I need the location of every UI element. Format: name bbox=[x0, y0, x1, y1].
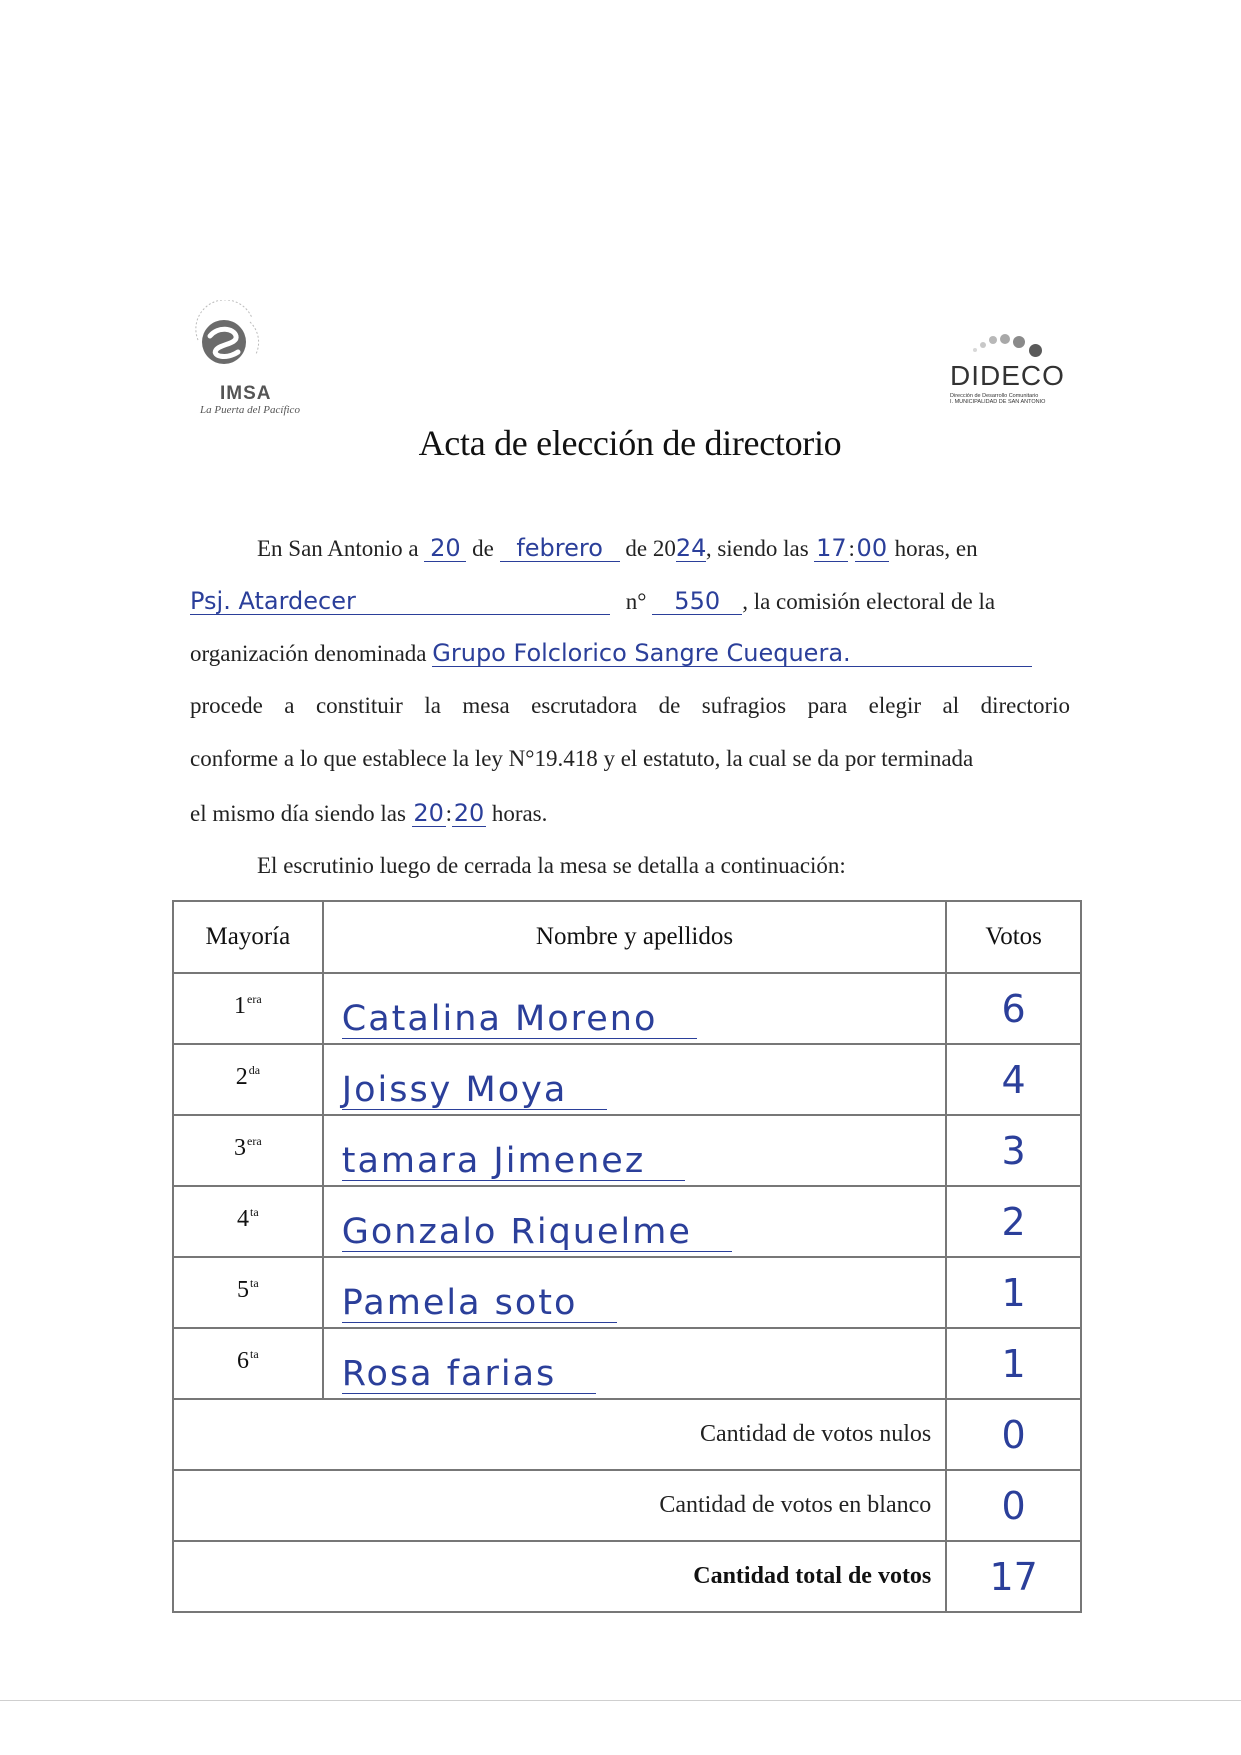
table-row bbox=[173, 1328, 1081, 1399]
table-row bbox=[173, 1186, 1081, 1257]
votes-cell: 1 bbox=[946, 1257, 1081, 1328]
summary-row-total bbox=[173, 1541, 1081, 1612]
imsa-logo-text: IMSA bbox=[220, 383, 272, 404]
paragraph-line-3: organización denominada Grupo Folclorico Sangre Cuequera. bbox=[190, 640, 1070, 667]
header-rank: Mayoría bbox=[173, 901, 323, 973]
page-title: Acta de elección de directorio bbox=[418, 423, 842, 463]
votes-cell: 3 bbox=[946, 1115, 1081, 1186]
table-row bbox=[173, 973, 1081, 1044]
votes-cell: 4 bbox=[946, 1044, 1081, 1115]
name-cell: Catalina Moreno bbox=[323, 973, 947, 1044]
votes-cell: 6 bbox=[946, 973, 1081, 1044]
null-votes-value: 0 bbox=[946, 1399, 1081, 1470]
table-row bbox=[173, 1257, 1081, 1328]
paragraph-line-2: Psj. Atardecer n° 550 , la comisión electoral de la bbox=[190, 587, 996, 615]
header-name: Nombre y apellidos bbox=[323, 901, 947, 973]
name-cell: Gonzalo Riquelme bbox=[323, 1186, 947, 1257]
blank-votes-label: Cantidad de votos en blanco bbox=[173, 1470, 946, 1541]
name-cell: tamara Jimenez bbox=[323, 1115, 947, 1186]
results-table bbox=[172, 900, 1082, 1613]
paragraph-line-7: El escrutinio luego de cerrada la mesa se detalla a continuación: bbox=[257, 853, 846, 878]
paragraph-line-6: el mismo día siendo las 20:20 horas. bbox=[190, 799, 548, 827]
rank-cell: $3^{era}$ bbox=[173, 1115, 323, 1186]
year-field: 24 bbox=[675, 534, 707, 562]
dideco-logo bbox=[945, 330, 1070, 410]
summary-row-blank bbox=[173, 1470, 1081, 1541]
dideco-wordmark: DIDECO bbox=[950, 360, 1065, 391]
rank-cell: $4^{ta}$ bbox=[173, 1186, 323, 1257]
blank-votes-value: 0 bbox=[946, 1470, 1081, 1541]
votes-cell: 1 bbox=[946, 1328, 1081, 1399]
name-cell: Rosa farias bbox=[323, 1328, 947, 1399]
header-votes: Votos bbox=[946, 901, 1081, 973]
scan-edge-divider bbox=[0, 1700, 1241, 1701]
imsa-emblem-icon bbox=[190, 300, 310, 390]
votes-cell: 2 bbox=[946, 1186, 1081, 1257]
paragraph-line-4: procede a constituir la mesa escrutadora de sufragios para elegir al directorio bbox=[190, 693, 1070, 718]
rank-cell: $1^{era}$ bbox=[173, 973, 323, 1044]
name-cell: Pamela soto bbox=[323, 1257, 947, 1328]
address-number-field: 550 bbox=[652, 588, 742, 615]
total-votes-label: Cantidad total de votos bbox=[173, 1541, 946, 1612]
total-votes-value: 17 bbox=[946, 1541, 1081, 1612]
rank-cell: $6^{ta}$ bbox=[173, 1328, 323, 1399]
start-minute-field: 00 bbox=[856, 534, 888, 562]
name-cell: Joissy Moya bbox=[323, 1044, 947, 1115]
table-row bbox=[173, 1044, 1081, 1115]
day-field: 20 bbox=[424, 535, 466, 562]
table-row bbox=[173, 1115, 1081, 1186]
table-header-row bbox=[173, 901, 1081, 973]
organization-field: Grupo Folclorico Sangre Cuequera. bbox=[432, 640, 1032, 667]
summary-row-null bbox=[173, 1399, 1081, 1470]
rank-cell: $5^{ta}$ bbox=[173, 1257, 323, 1328]
imsa-tagline: La Puerta del Pacífico bbox=[200, 404, 300, 416]
end-minute-field: 20 bbox=[453, 799, 485, 827]
month-field: febrero bbox=[500, 535, 620, 562]
paragraph-line-1: En San Antonio a 20 de febrero de 2024, siendo las 17:00 horas, en bbox=[257, 534, 978, 562]
start-hour-field: 17 bbox=[816, 534, 847, 562]
paragraph-line-5: conforme a lo que establece la ley N°19.418 y el estatuto, la cual se da por terminada bbox=[190, 746, 974, 771]
address-field: Psj. Atardecer bbox=[190, 588, 610, 615]
end-hour-field: 20 bbox=[413, 799, 444, 827]
null-votes-label: Cantidad de votos nulos bbox=[173, 1399, 946, 1470]
rank-cell: $2^{da}$ bbox=[173, 1044, 323, 1115]
dideco-subtitle: Dirección de Desarrollo Comunitario I. MUNICIPALIDAD DE SAN ANTONIO bbox=[950, 393, 1046, 405]
imsa-logo bbox=[190, 300, 310, 420]
